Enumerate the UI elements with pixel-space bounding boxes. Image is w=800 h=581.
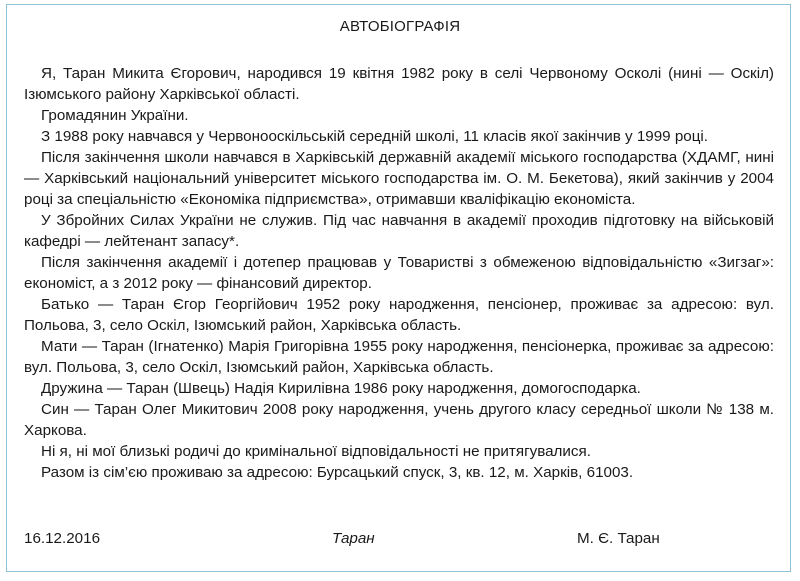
paragraph-mother: Мати — Таран (Ігнатенко) Марія Григорівна 1955 року народження, пенсіонерка, проживає за адресою: вул. Польова, 3, село Оскіл, Ізюмський район, Харківська область. [24,338,774,376]
signature-row [24,530,774,552]
paragraph-wife: Дружина — Таран (Швець) Надія Кирилівна 1986 року народження, домогосподарка. [41,380,641,397]
paragraph-son: Син — Таран Олег Микитович 2008 року народження, учень другого класу середньої школи № 138 м. Харкова. [24,401,774,439]
autobiography-body [24,63,774,483]
paragraph-university: Після закінчення школи навчався в Харківській державній академії міського господарства (ХДАМГ, нині — Харківський національний університет міського господарства ім. О. М. Бекетова), який закінчив у 2004 році за спеціальністю «Економіка підприємства», отримавши кваліфікацію економіста. [24,149,774,208]
paragraph-father: Батько — Таран Єгор Георгійович 1952 року народження, пенсіонер, проживає за адресою: вул. Польова, 3, село Оскіл, Ізюмський район, Харківська область. [24,296,774,334]
paragraph-military: У Збройних Силах України не служив. Під час навчання в академії проходив підготовку на військовій кафедрі — лейтенант запасу*. [24,212,774,250]
signature-name: М. Є. Таран [577,530,660,547]
paragraph-address: Разом із сім’єю проживаю за адресою: Бурсацький спуск, 3, кв. 12, м. Харків, 61003. [41,464,634,481]
paragraph-school: З 1988 року навчався у Червонооскільській середній школі, 11 класів якої закінчив у 1999 році. [41,128,709,145]
handwritten-signature: Таран [332,530,375,547]
document-title: АВТОБІОГРАФІЯ [339,18,461,35]
paragraph-criminal-record: Ні я, ні мої близькі родичі до кримінальної відповідальності не притягувалися. [41,443,591,460]
paragraph-citizenship: Громадянин України. [41,107,189,124]
signature-date: 16.12.2016 [24,530,101,547]
paragraph-birth: Я, Таран Микита Єгорович, народився 19 квітня 1982 року в селі Червоному Осколі (нині — Оскіл) Ізюмського району Харківської області. [24,65,774,103]
paragraph-work: Після закінчення академії і дотепер працював у Товаристві з обмеженою відповідальністю «Зигзаг»: економіст, а з 2012 року — фінансовий директор. [24,254,774,292]
